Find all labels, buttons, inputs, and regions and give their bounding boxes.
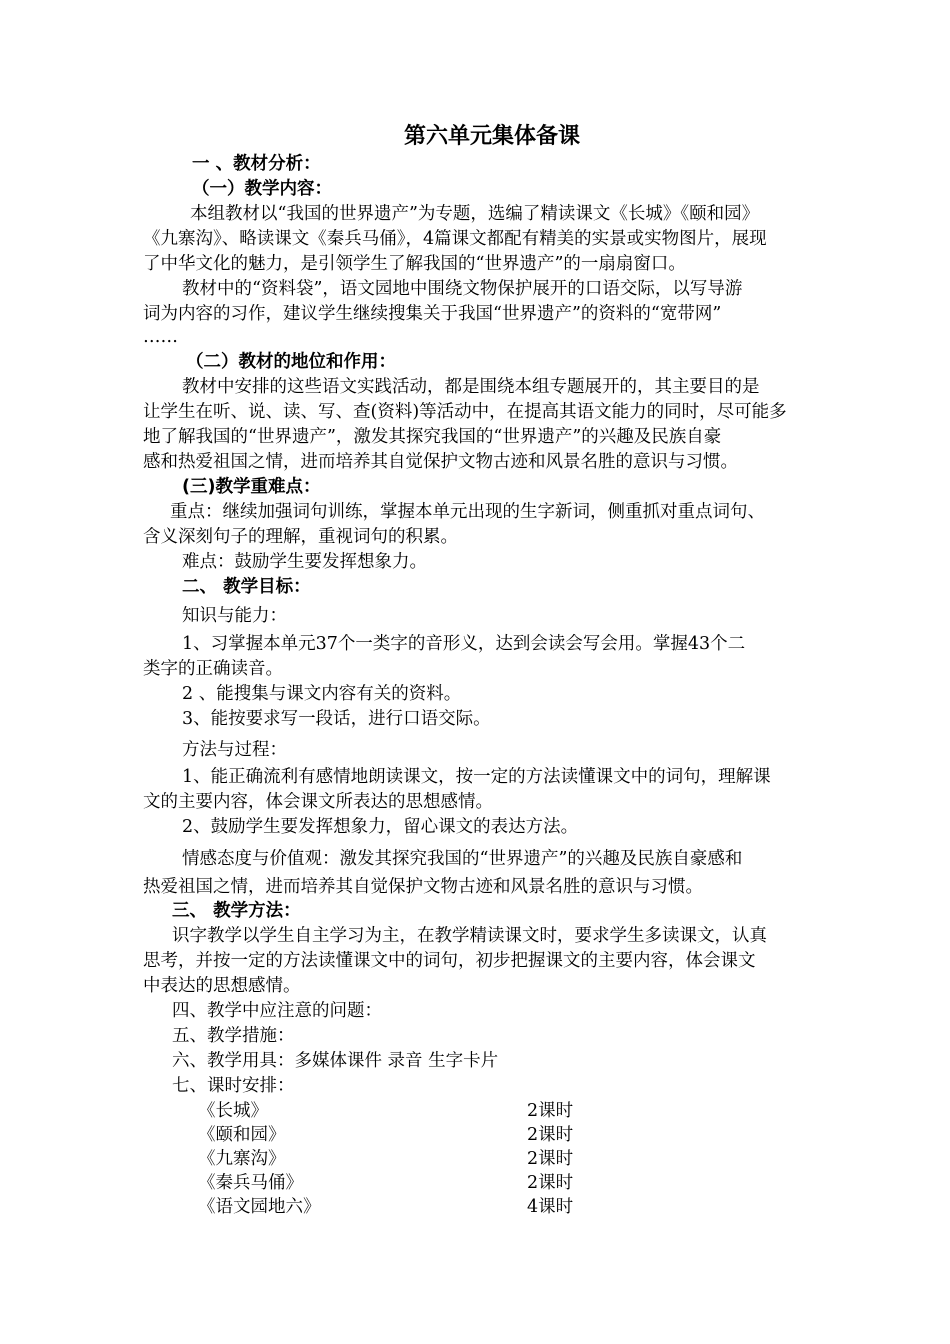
paragraph-line: 类字的正确读音。	[143, 659, 283, 679]
schedule-lesson: 《九寨沟》	[198, 1149, 286, 1169]
method-heading: 方法与过程：	[182, 740, 287, 760]
paragraph-line: 2 、能搜集与课文内容有关的资料。	[182, 684, 462, 704]
section-6-heading: 六、教学用具：多媒体课件 录音 生字卡片	[172, 1051, 499, 1071]
schedule-lesson: 《秦兵马俑》	[198, 1173, 303, 1193]
paragraph-line: 本组教材以“我国的世界遗产”为专题，选编了精读课文《长城》《颐和园》	[190, 204, 760, 224]
schedule-lesson: 《颐和园》	[198, 1125, 286, 1145]
paragraph-line: 中表达的思想感情。	[143, 976, 301, 996]
knowledge-heading: 知识与能力：	[182, 606, 287, 626]
schedule-hours: 2课时	[527, 1101, 574, 1121]
paragraph-line: 了中华文化的魅力，是引领学生了解我国的“世界遗产”的一扇扇窗口。	[143, 254, 686, 274]
section-2-heading: 二、 教学目标：	[182, 577, 311, 597]
schedule-lesson: 《长城》	[198, 1101, 268, 1121]
key-point-line: 重点：继续加强词句训练，掌握本单元出现的生字新词，侧重抓对重点词句、	[170, 502, 765, 522]
paragraph-line: ……	[143, 327, 178, 347]
paragraph-line: 让学生在听、说、读、写、查(资料)等活动中，在提高其语文能力的同时，尽可能多	[143, 402, 787, 422]
paragraph-line: 教材中的“资料袋”，语文园地中围绕文物保护展开的口语交际，以写导游	[182, 279, 743, 299]
section-1-3-heading: (三)教学重难点：	[182, 477, 321, 497]
paragraph-line: 1、能正确流利有感情地朗读课文，按一定的方法读懂课文中的词句，理解课	[182, 767, 771, 787]
paragraph-line: 文的主要内容，体会课文所表达的思想感情。	[143, 792, 493, 812]
schedule-lesson: 《语文园地六》	[198, 1197, 321, 1217]
section-3-heading: 三、 教学方法：	[172, 901, 301, 921]
paragraph-line: 词为内容的习作，建议学生继续搜集关于我国“世界遗产”的资料的“宽带网”	[143, 304, 722, 324]
paragraph-line: 识字教学以学生自主学习为主，在教学精读课文时，要求学生多读课文，认真	[172, 926, 767, 946]
paragraph-line: 地了解我国的“世界遗产”，激发其探究我国的“世界遗产”的兴趣及民族自豪	[143, 427, 722, 447]
paragraph-line: 教材中安排的这些语文实践活动，都是围绕本组专题展开的，其主要目的是	[182, 377, 760, 397]
page-title: 第六单元集体备课	[404, 124, 581, 149]
paragraph-line: 2、鼓励学生要发挥想象力，留心课文的表达方法。	[182, 817, 579, 837]
schedule-hours: 4课时	[527, 1197, 574, 1217]
section-1-2-heading: （二）教材的地位和作用：	[186, 352, 396, 372]
section-1-heading: 一 、教材分析：	[192, 154, 321, 174]
section-4-heading: 四、教学中应注意的问题：	[172, 1001, 382, 1021]
paragraph-line: 热爱祖国之情，进而培养其自觉保护文物古迹和风景名胜的意识与习惯。	[143, 877, 703, 897]
schedule-hours: 2课时	[527, 1173, 574, 1193]
paragraph-line: 《九寨沟》、略读课文《秦兵马俑》，4篇课文都配有精美的实景或实物图片，展现	[143, 229, 767, 249]
paragraph-line: 3、能按要求写一段话，进行口语交际。	[182, 709, 491, 729]
key-point-line: 含义深刻句子的理解，重视词句的积累。	[143, 527, 458, 547]
section-1-1-heading: （一）教学内容：	[192, 179, 332, 199]
section-7-heading: 七、课时安排：	[172, 1076, 295, 1096]
schedule-hours: 2课时	[527, 1149, 574, 1169]
paragraph-line: 情感态度与价值观：激发其探究我国的“世界遗产”的兴趣及民族自豪感和	[182, 849, 743, 869]
schedule-hours: 2课时	[527, 1125, 574, 1145]
paragraph-line: 感和热爱祖国之情，进而培养其自觉保护文物古迹和风景名胜的意识与习惯。	[143, 452, 738, 472]
difficulty-line: 难点：鼓励学生要发挥想象力。	[182, 552, 427, 572]
section-5-heading: 五、教学措施：	[172, 1026, 295, 1046]
paragraph-line: 思考，并按一定的方法读懂课文中的词句，初步把握课文的主要内容，体会课文	[143, 951, 756, 971]
paragraph-line: 1、习掌握本单元37个一类字的音形义，达到会读会写会用。掌握43个二	[182, 634, 746, 654]
